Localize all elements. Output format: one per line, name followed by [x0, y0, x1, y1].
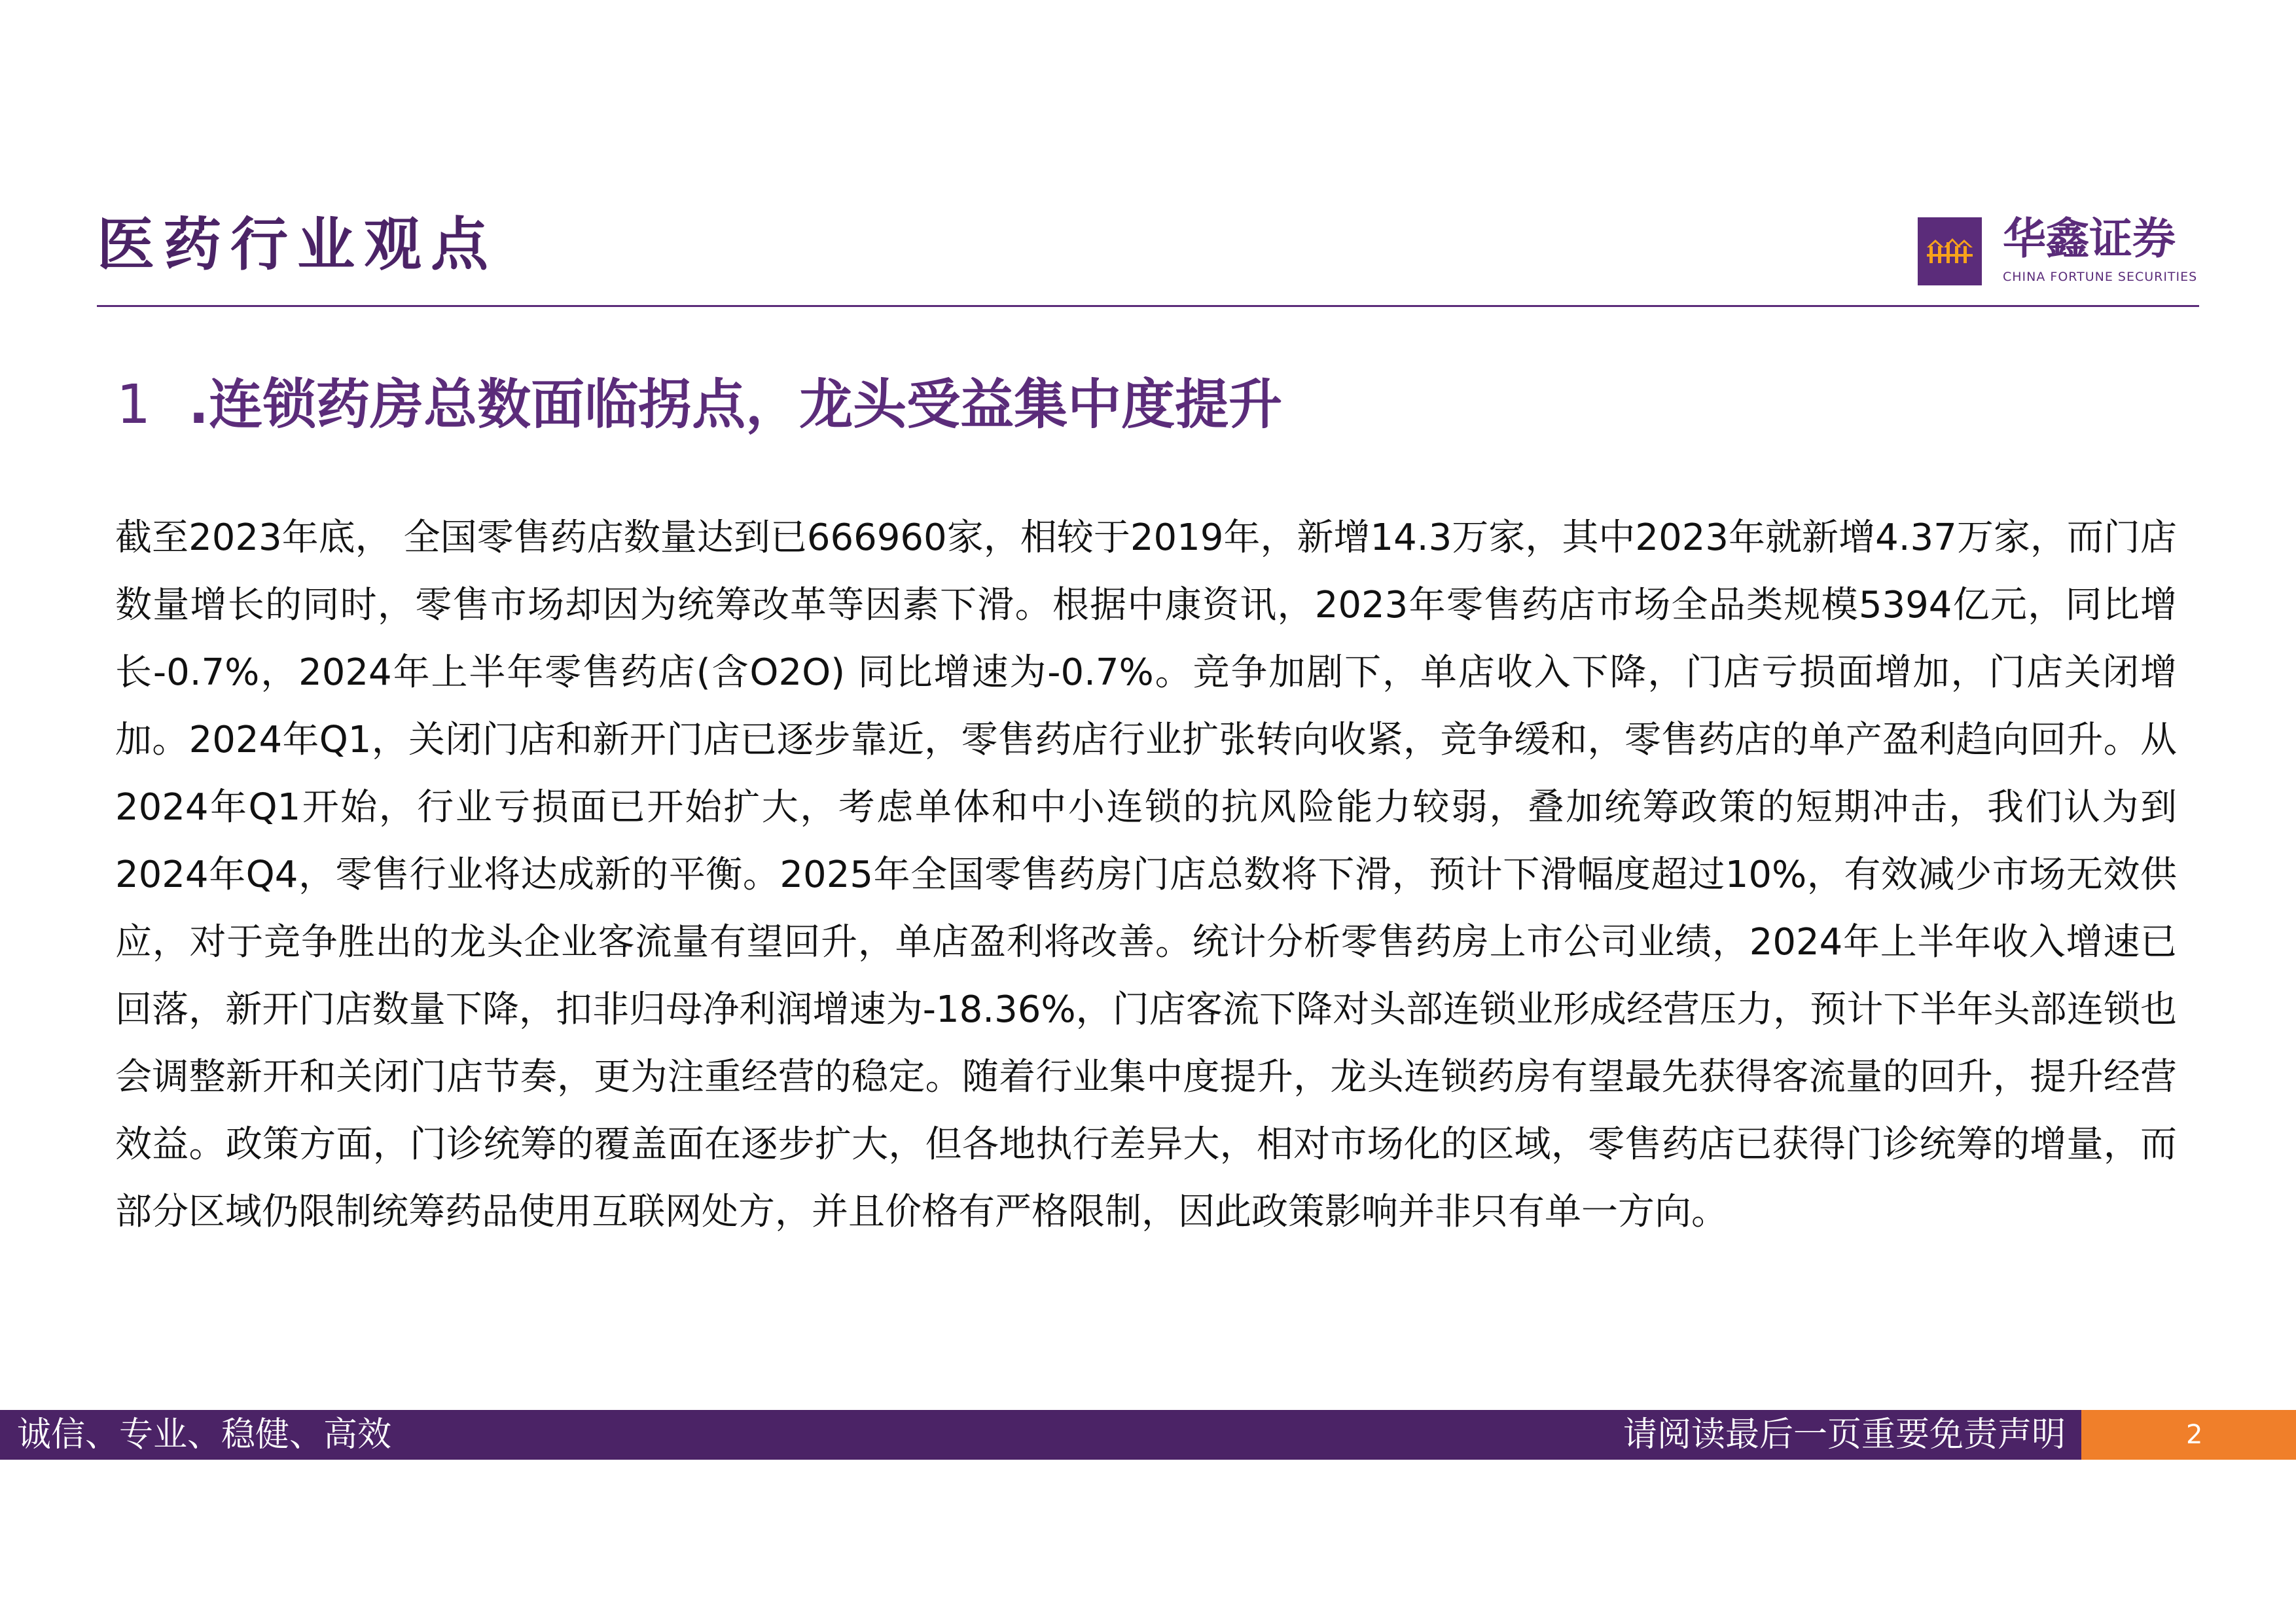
body-paragraph: 截至2023年底， 全国零售药店数量达到已666960家，相较于2019年，新增14.3万家，其中2023年就新增4.37万家，而门店数量增长的同时，零售市场却因为统筹改革等因素下滑。根据中康资讯，2023年零售药店市场全品类规模5394亿元，同比增长-0.7%，2024年上半年零售药店(含O2O) 同比增速为-0.7%。竞争加剧下，单店收入下降，门店亏损面增加，门店关闭增加。2024年Q1，关闭门店和新开门店已逐步靠近，零售药店行业扩张转向收紧，竞争缓和，零售药店的单产盈利趋向回升。从2024年Q1开始，行业亏损面已开始扩大，考虑单体和中小连锁的抗风险能力较弱，叠加统筹政策的短期冲击，我们认为到2024年Q4，零售行业将达成新的平衡。2025年全国零售药房门店总数将下滑，预计下滑幅度超过10%，有效减少市场无效供应，对于竞争胜出的龙头企业客流量有望回升，单店盈利将改善。统计分析零售药房上市公司业绩，2024年上半年收入增速已回落，新开门店数量下降，扣非归母净利润增速为-18.36%，门店客流下降对头部连锁业形成经营压力，预计下半年头部连锁也会调整新开和关闭门店节奏，更为注重经营的稳定。随着行业集中度提升，龙头连锁药房有望最先获得客流量的回升，提升经营效益。政策方面，门诊统筹的覆盖面在逐步扩大，但各地执行差异大，相对市场化的区域，零售药店已获得门诊统筹的增量，而部分区域仍限制统筹药品使用互联网处方，并且价格有严格限制，因此政策影响并非只有单一方向。	[115, 516, 2177, 1233]
footer-motto: 诚信、专业、稳健、高效	[17, 1415, 392, 1454]
section-heading	[117, 374, 1283, 436]
section-number: 1	[117, 374, 151, 436]
footer-bar	[0, 1410, 2081, 1460]
header-divider	[97, 305, 2199, 307]
company-logo	[1918, 213, 2199, 285]
footer-disclaimer: 请阅读最后一页重要免责声明	[1623, 1415, 2066, 1454]
page-title: 医药行业观点	[97, 211, 498, 278]
page-number-box	[2081, 1410, 2296, 1460]
page-number: 2	[2186, 1420, 2203, 1450]
company-logo-mark-icon	[1918, 217, 1982, 285]
company-name-en: CHINA FORTUNE SECURITIES	[2003, 270, 2198, 284]
section-title: .连锁药房总数面临拐点，龙头受益集中度提升	[188, 374, 1283, 436]
company-name-cn: 华鑫证券	[2003, 213, 2176, 264]
